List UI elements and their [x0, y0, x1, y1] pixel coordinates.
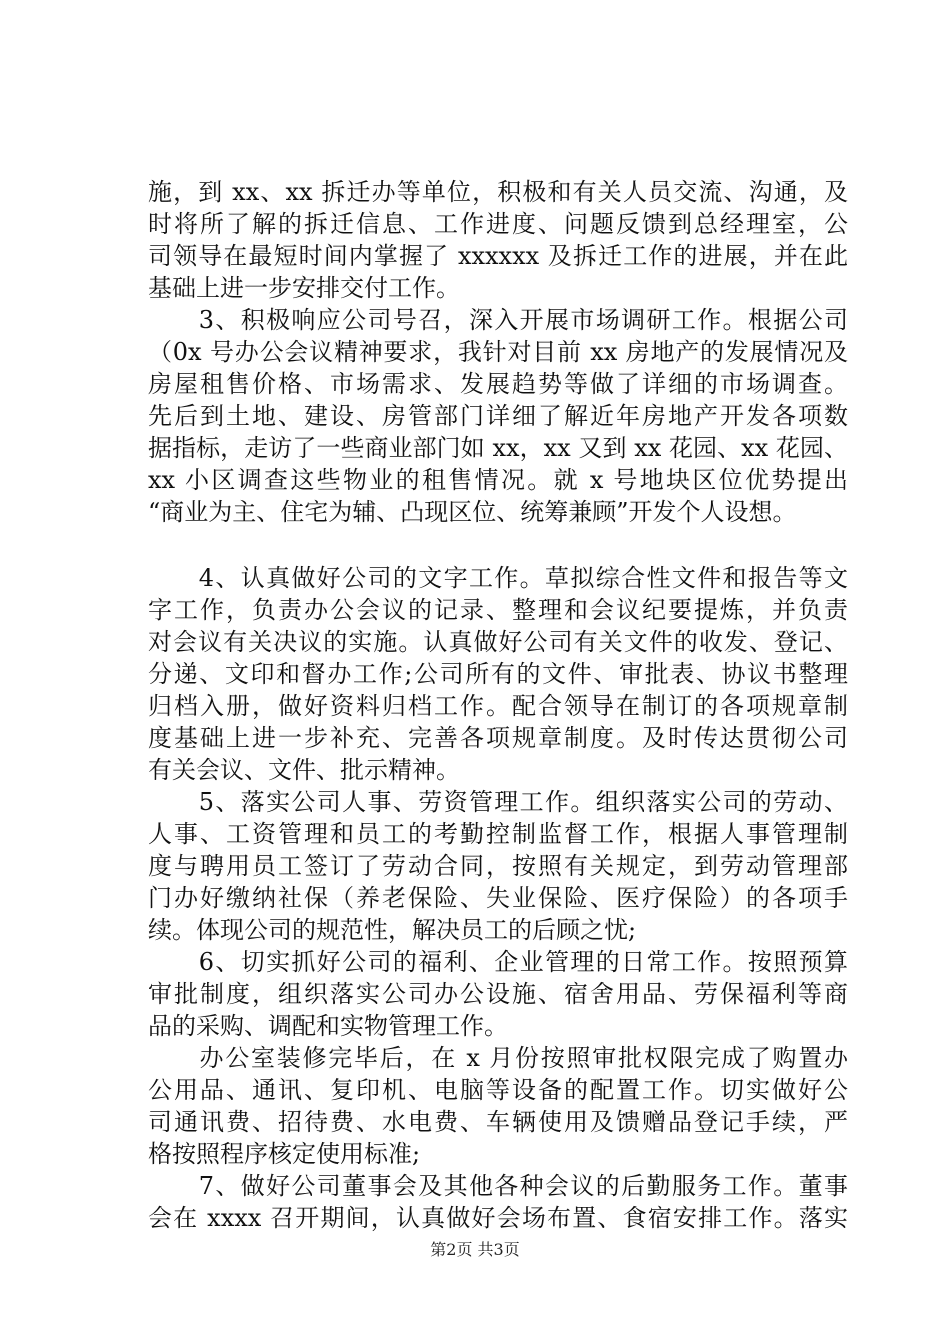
text-line: 格按照程序核定使用标准; [148, 1140, 421, 1168]
text-line: 5、落实公司人事、劳资管理工作。组织落实公司的劳动、 [148, 788, 848, 816]
text-line: 品的采购、调配和实物管理工作。 [148, 1012, 508, 1040]
text-line: 房屋租售价格、市场需求、发展趋势等做了详细的市场调查。 [148, 370, 848, 398]
text-line: 续。体现公司的规范性，解决员工的后顾之忧; [148, 916, 637, 944]
text-line: （0x 号办公会议精神要求，我针对目前 xx 房地产的发展情况及 [148, 338, 848, 366]
text-line: 司通讯费、招待费、水电费、车辆使用及馈赠品登记手续，严 [148, 1108, 848, 1136]
text-line: “商业为主、住宅为辅、凸现区位、统筹兼顾”开发个人设想。 [148, 498, 797, 526]
text-line: 分递、文印和督办工作;公司所有的文件、审批表、协议书整理 [148, 660, 848, 688]
blank-line [148, 528, 848, 562]
text-line: 7、做好公司董事会及其他各种会议的后勤服务工作。董事 [148, 1172, 848, 1200]
text-line: 3、积极响应公司号召，深入开展市场调研工作。根据公司 [148, 306, 848, 334]
text-line: 据指标，走访了一些商业部门如 xx，xx 又到 xx 花园、xx 花园、 [148, 434, 848, 462]
text-line: 办公室装修完毕后，在 x 月份按照审批权限完成了购置办 [148, 1044, 848, 1072]
text-line: xx 小区调查这些物业的租售情况。就 x 号地块区位优势提出 [148, 466, 848, 494]
page-number: 第2页 共3页 [430, 1240, 520, 1259]
text-line: 基础上进一步安排交付工作。 [148, 274, 460, 302]
page-footer [0, 1240, 950, 1260]
text-line: 门办好缴纳社保（养老保险、失业保险、医疗保险）的各项手 [148, 884, 848, 912]
text-line: 归档入册，做好资料归档工作。配合领导在制订的各项规章制 [148, 692, 848, 720]
text-line: 时将所了解的拆迁信息、工作进度、问题反馈到总经理室，公 [148, 210, 848, 238]
text-line: 有关会议、文件、批示精神。 [148, 756, 460, 784]
text-line: 会在 xxxx 召开期间，认真做好会场布置、食宿安排工作。落实 [148, 1204, 848, 1232]
document-body [148, 176, 848, 1234]
text-line: 度基础上进一步补充、完善各项规章制度。及时传达贯彻公司 [148, 724, 848, 752]
text-line: 公用品、通讯、复印机、电脑等设备的配置工作。切实做好公 [148, 1076, 848, 1104]
text-line: 先后到土地、建设、房管部门详细了解近年房地产开发各项数 [148, 402, 848, 430]
text-line: 4、认真做好公司的文字工作。草拟综合性文件和报告等文 [148, 564, 848, 592]
text-line: 审批制度，组织落实公司办公设施、宿舍用品、劳保福利等商 [148, 980, 848, 1008]
text-line: 度与聘用员工签订了劳动合同，按照有关规定，到劳动管理部 [148, 852, 848, 880]
text-line: 对会议有关决议的实施。认真做好公司有关文件的收发、登记、 [148, 628, 848, 656]
text-line: 6、切实抓好公司的福利、企业管理的日常工作。按照预算 [148, 948, 848, 976]
text-line: 字工作，负责办公会议的记录、整理和会议纪要提炼，并负责 [148, 596, 848, 624]
text-line: 人事、工资管理和员工的考勤控制监督工作，根据人事管理制 [148, 820, 848, 848]
text-line: 司领导在最短时间内掌握了 xxxxxx 及拆迁工作的进展，并在此 [148, 242, 848, 270]
text-line: 施，到 xx、xx 拆迁办等单位，积极和有关人员交流、沟通，及 [148, 178, 848, 206]
